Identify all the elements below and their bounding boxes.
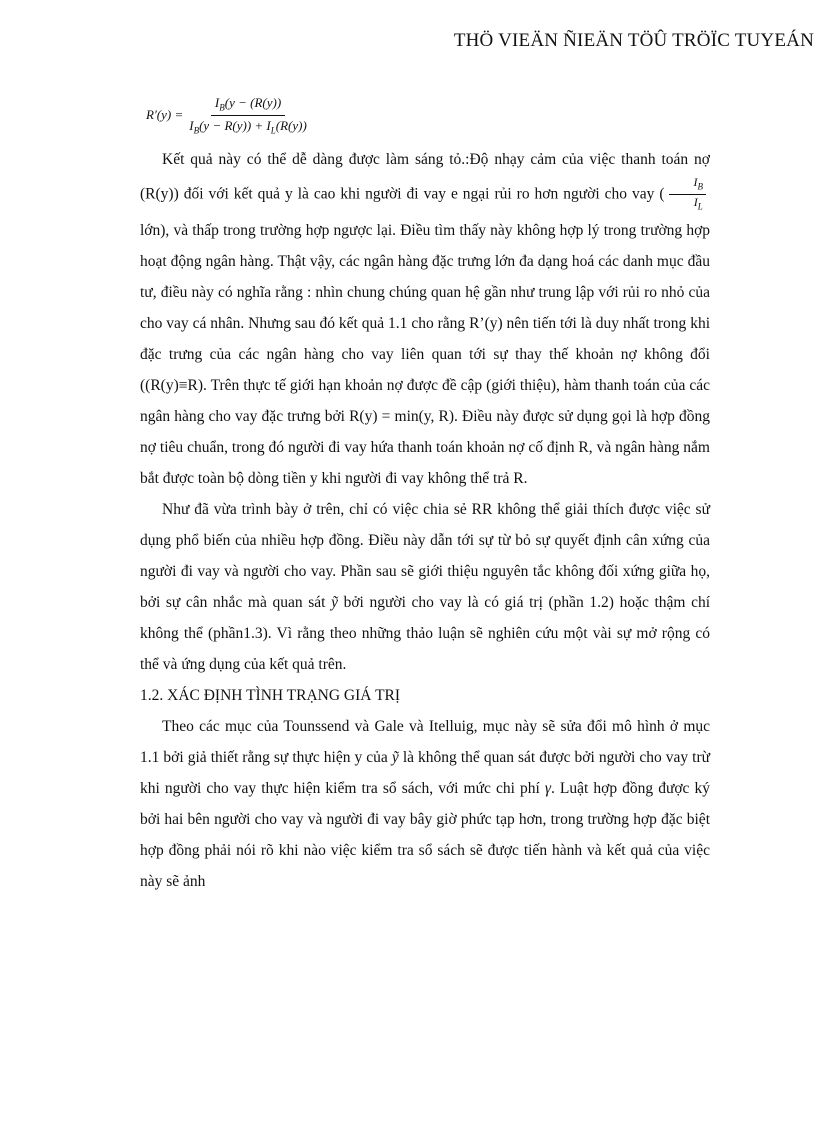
symbol-y-tilde-2: ỹ xyxy=(391,748,399,766)
paragraph-1-text-a: Kết quả này có thể dễ dàng được làm sáng tỏ.:Độ nhạy cảm của việc thanh toán nợ (R(y)) đối với kết quả y là cao khi người đi vay e ngại rủi ro hơn người cho vay ( xyxy=(140,151,710,203)
symbol-gamma: γ xyxy=(544,779,551,797)
ratio-ib-il: $\frac{I_B}{I_L}$ xyxy=(669,175,707,215)
paragraph-2-text-b: bởi người cho vay là có giá trị (phần 1.2) hoặc thậm chí không thể (phần1.3). Vì rằng theo những thảo luận sẽ nghiên cứu một vài sự mở rộng có thể và ứng dụng của kết quả trên. xyxy=(140,593,711,673)
formula-fraction xyxy=(189,95,307,135)
paragraph-3 xyxy=(140,711,710,897)
paragraph-1 xyxy=(140,144,710,494)
section-heading: 1.2. XÁC ĐỊNH TÌNH TRẠNG GIÁ TRỊ xyxy=(140,686,401,704)
page-header: THÖ VIEÄN ÑIEÄN TÖÛ TRÖÏC TUYEÁN xyxy=(453,30,814,51)
paragraph-3-text-b: là không thể quan sát được bởi người cho vay trừ khi người cho vay thực hiện kiểm tra sổ sách, với mức chi phí xyxy=(140,748,711,797)
paragraph-3-text-c: . Luật hợp đồng được ký bởi hai bên người cho vay và người đi vay bây giờ phức tạp hơn, trong trường hợp đặc biệt hợp đồng phải nói rõ khi nào việc kiểm tra sổ sách sẽ được tiến hành và kết quả của việc này sẽ ảnh xyxy=(140,779,711,890)
symbol-y-tilde: ỹ xyxy=(331,593,338,611)
paragraph-1-text-c: không hợp lý trong trường hợp hoạt động ngân hàng. Thật vậy, các ngân hàng đặc trưng lớn đa dạng hoá các danh mục đầu tư, điều này có nghĩa rằng : nhìn chung chúng quan hệ gần như trung lập với rủi ro nhỏ của cho vay cá nhân. Nhưng sau đó kết quả 1.1 cho rằng R’(y) nên tiến tới là duy nhất trong khi đặc trưng của các ngân hàng cho vay liên quan tới sự thay thế khoản nợ không đổi ((R(y)≡R). Trên thực tế giới hạn khoản nợ được đề cập (giới thiệu), hàm thanh toán của các ngân hàng cho vay đặc trưng bởi R(y) = min(y, R). Điều này được sử dụng gọi là hợp đồng nợ tiêu chuẩn, trong đó người đi vay hứa thanh toán khoản nợ cố định R, và ngân hàng nắm bắt được toàn bộ dòng tiền y khi người đi vay không thể trả R. xyxy=(140,221,711,487)
formula-denominator: $I_B(y - R(y)) + I_L(R(y))$ xyxy=(189,117,307,136)
formula-lhs: R′(y) = xyxy=(146,107,184,122)
paragraph-1-text-b: lớn), và thấp trong trường hợp ngược lại. Điều tìm thấy này xyxy=(140,221,513,239)
document-body xyxy=(140,90,710,897)
paragraph-3-text-a: Theo các mục của Tounssend và Gale và Itelluig, mục này sẽ sửa đổi mô hình ở mục 1.1 bởi giả thiết rằng sự thực hiện y của xyxy=(140,717,710,766)
paragraph-2-text-a: Như đã vừa trình bày ở trên, chỉ có việc chia sẻ RR không thể giải thích được việc sử dụng phổ biến của nhiều hợp đồng. Điều này dẫn tới sự từ bỏ sự quyết định cân xứng của người đi vay và người cho vay. Phần sau sẽ giới thiệu nguyên tắc không đối xứng giữa họ, bởi sự cân nhắc mà quan sát xyxy=(140,500,710,611)
formula-numerator: $I_B(y - (R(y))$ xyxy=(211,95,285,116)
formula-r-prime xyxy=(146,90,710,140)
paragraph-2 xyxy=(140,494,710,680)
